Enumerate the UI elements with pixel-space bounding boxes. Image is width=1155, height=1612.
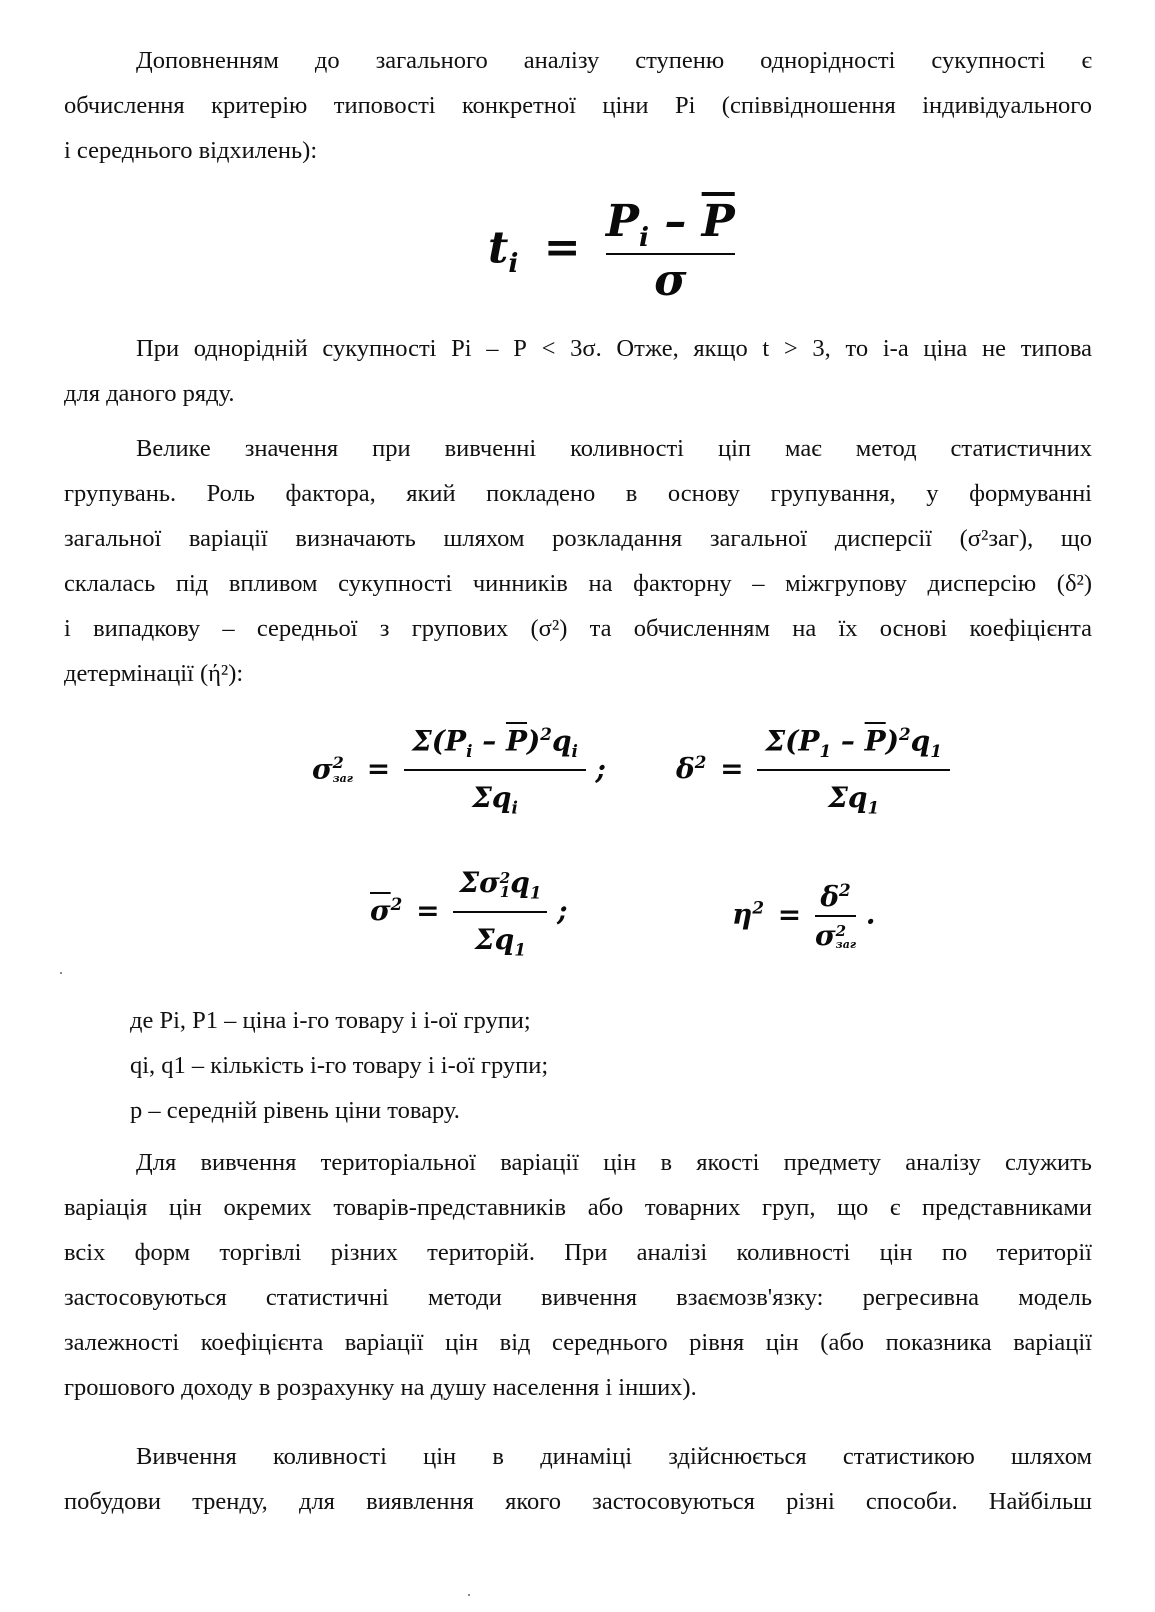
fraction: Σσ 2 1 $q_1$ $\Sigma q_1$ xyxy=(453,866,547,959)
fraction: $\frac{P_i - \overline{P}}{\sigma}$ xyxy=(605,196,735,306)
paragraph-territorial-variation xyxy=(64,1140,1092,1410)
text-line: детермінації (ή²): xyxy=(64,660,244,687)
text-line: групувань. Роль фактора, який покладено в основу групування, у формуванні xyxy=(64,480,1092,507)
text-line: залежності коефіцієнта варіації цін від середнього рівня цін (або показника варіації xyxy=(64,1329,1092,1356)
paragraph-grouping-method xyxy=(64,426,1092,696)
formula-mean-group-variance: $\overline{\sigma}^2$ = Σσ 2 1 $q_1$ $\Sigma q_1$ ; xyxy=(370,866,568,960)
paragraph-dynamics-trend xyxy=(64,1434,1092,1524)
scan-speck xyxy=(468,1594,470,1596)
text-line: загальної варіації визначають шляхом розкладання загальної дисперсії (σ²заг), що xyxy=(64,525,1092,552)
text-line: і випадкову – середньої з групових (σ²) та обчисленням на їх основі коефіцієнта xyxy=(64,615,1092,642)
formula-intergroup-variance: $\delta^2$ = $\frac{\Sigma(P_1 - \overline{P})^2q_1}{\Sigma q_1}$ xyxy=(676,724,950,818)
fraction: $\frac{\Sigma(P_1 - \overline{P})^2q_1}{\Sigma q_1}$ xyxy=(757,724,950,818)
formula-determination-coefficient: $\eta^2$ = $\delta^2$ σ 2 заг . xyxy=(732,880,876,953)
text-line: для даного ряду. xyxy=(64,380,235,407)
text-line: Доповненням до загального аналізу ступеню однорідності сукупності є xyxy=(136,47,1092,74)
text-line: варіація цін окремих товарів-представників або товарних груп, що є представниками xyxy=(64,1194,1092,1221)
text-line: обчислення критерію типовості конкретної ціни Рі (співвідношення індивідуального xyxy=(64,92,1092,119)
text-line: Вивчення коливності цін в динаміці здійснюється статистикою шляхом xyxy=(136,1443,1092,1470)
formula-typicality-criterion: $t_i$ = $\frac{P_i - \overline{P}}{\sigma}$ xyxy=(488,196,735,306)
formula-legend xyxy=(130,998,548,1133)
legend-item: qi, q1 – кількість і-го товару і і-ої групи; xyxy=(130,1052,549,1079)
paragraph-typicality-intro xyxy=(64,38,1092,173)
text-line: грошового доходу в розрахунку на душу населення і інших). xyxy=(64,1374,697,1401)
text-line: побудови тренду, для виявлення якого застосовуються різні способи. Найбільш xyxy=(64,1488,1092,1515)
text-line: При однорідній сукупності Рі – Р < 3σ. Отже, якщо t > 3, то і-а ціна не типова xyxy=(136,335,1092,362)
text-line: Для вивчення територіальної варіації цін в якості предмету аналізу служить xyxy=(136,1149,1092,1176)
fraction: $\frac{\Sigma(P_i - \overline{P})^2q_i}{\Sigma q_i}$ xyxy=(404,724,586,818)
scan-speck xyxy=(60,972,62,974)
fraction: $\delta^2$ σ 2 заг xyxy=(815,880,857,953)
text-line: склалась під впливом сукупності чинників на факторну – міжгрупову дисперсію (δ²) xyxy=(64,570,1092,597)
legend-item: р – середній рівень ціни товару. xyxy=(130,1097,460,1124)
text-line: застосовуються статистичні методи вивчення взаємозв'язку: регресивна модель xyxy=(64,1284,1092,1311)
text-line: всіх форм торгівлі різних територій. При аналізі коливності цін по території xyxy=(64,1239,1092,1266)
formula-total-variance: σ 2 заг = $\frac{\Sigma(P_i - \overline{P})^2q_i}{\Sigma q_i}$ ; xyxy=(312,724,606,818)
text-line: і середнього відхилень): xyxy=(64,137,318,164)
paragraph-homogeneity-condition xyxy=(64,326,1092,416)
legend-item: де Pі, P1 – ціна і-го товару і і-ої групи; xyxy=(130,1007,531,1034)
text-line: Велике значення при вивченні коливності ціп має метод статистичних xyxy=(136,435,1092,462)
